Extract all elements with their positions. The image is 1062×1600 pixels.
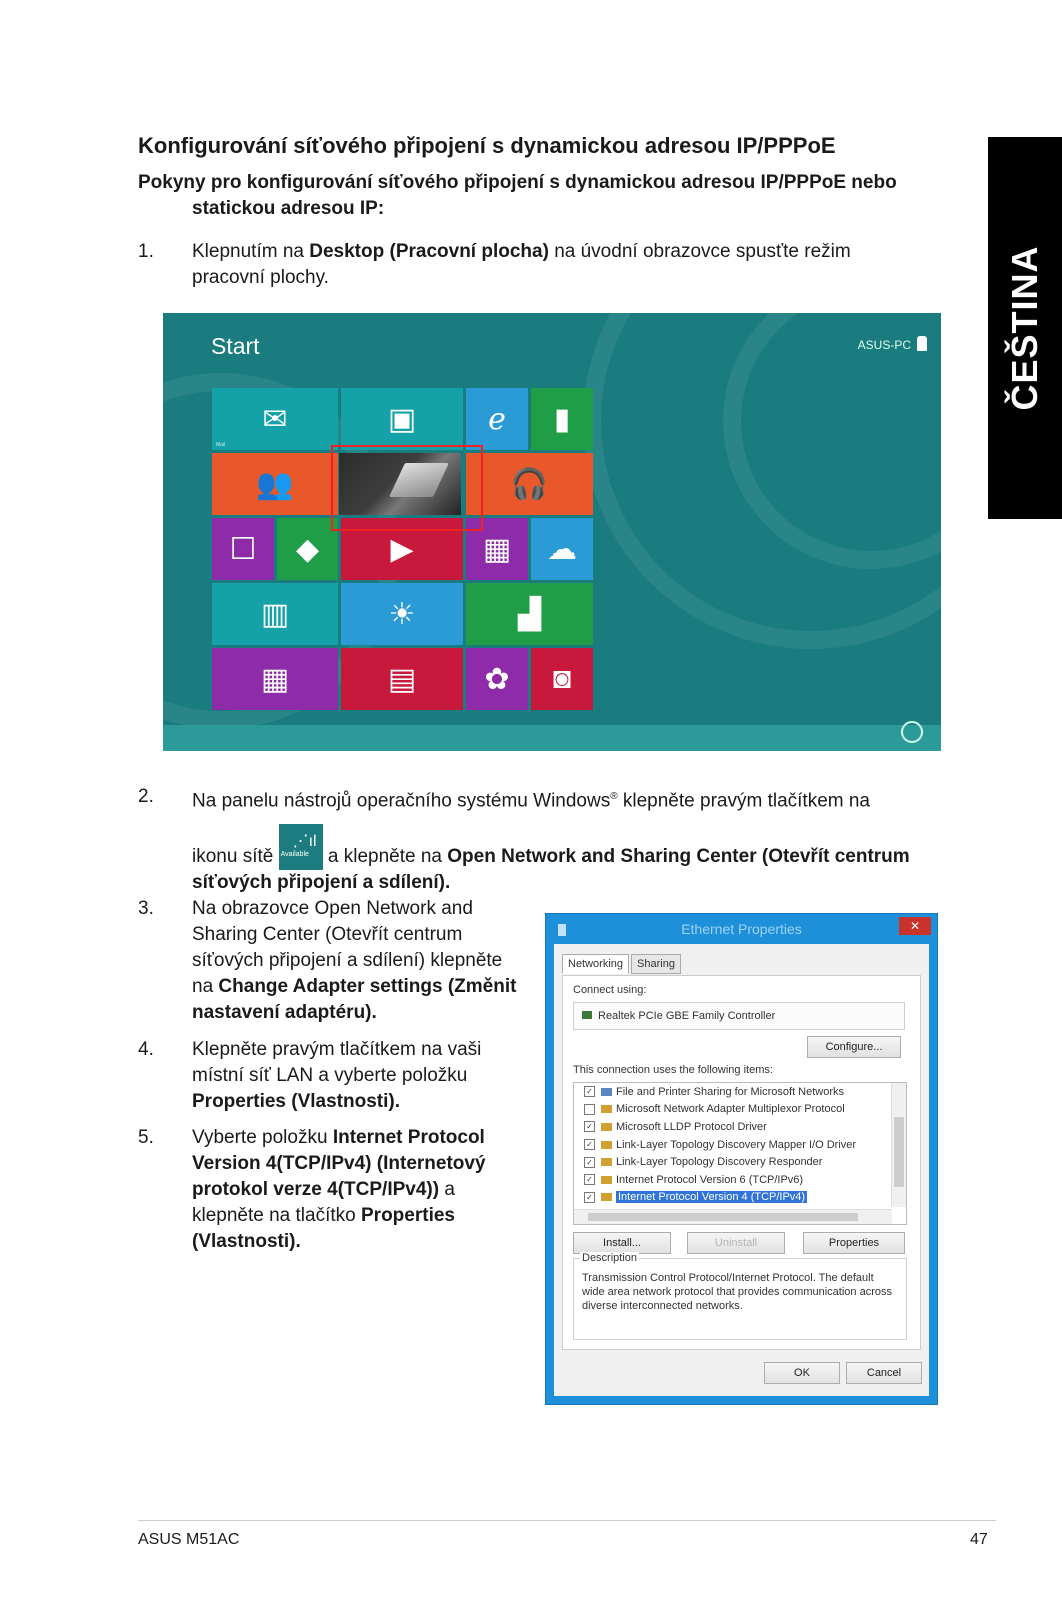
language-tab (988, 137, 1062, 519)
user-avatar-icon (917, 336, 927, 351)
item-icon (601, 1193, 612, 1201)
tile-sports[interactable]: ✿ (466, 648, 528, 710)
checkbox[interactable]: ✓ (584, 1086, 595, 1097)
item-icon (601, 1158, 612, 1166)
horizontal-scrollbar[interactable] (574, 1209, 892, 1224)
tab-networking[interactable]: Networking (562, 954, 629, 974)
step-2-text: Na panelu nástrojů operačního systému Windows® klepněte pravým tlačítkem na (192, 790, 870, 812)
item-icon (601, 1123, 612, 1131)
list-item[interactable]: ✓ File and Printer Sharing for Microsoft Networks (574, 1083, 906, 1101)
start-screen-screenshot (163, 313, 941, 751)
section-subheading: Pokyny pro konfigurování síťového připojení s dynamickou adresou IP/PPPoE nebo statickou adresou IP: (138, 172, 897, 219)
footer-divider (138, 1520, 996, 1521)
dialog-body (554, 944, 929, 1396)
tile-people-card[interactable]: ▣ (341, 388, 463, 450)
tile-internet-explorer[interactable]: e (466, 388, 528, 450)
language-tab-label: ČEŠTINA (1004, 245, 1045, 411)
desktop-tile-highlight (331, 445, 483, 531)
dialog-tabs (562, 954, 683, 974)
description-text: Transmission Control Protocol/Internet Protocol. The default wide area network protocol that provides communication across diverse interconnected networks. (582, 1272, 892, 1312)
configure-button[interactable]: Configure... (807, 1036, 901, 1058)
step-3-number: 3. (138, 898, 154, 919)
tile-finance[interactable]: ▟ (466, 583, 593, 645)
section-heading: Konfigurování síťového připojení s dynamickou adresou IP/PPPoE (138, 133, 836, 158)
step-1-number: 1. (138, 241, 154, 262)
install-button[interactable]: Install... (573, 1232, 671, 1254)
zoom-icon[interactable] (901, 721, 923, 743)
tile-camera[interactable]: ◙ (531, 648, 593, 710)
tile-travel[interactable]: ▥ (212, 583, 338, 645)
start-bottom-band (163, 725, 941, 751)
checkbox[interactable] (584, 1104, 595, 1115)
item-icon (601, 1141, 612, 1149)
start-title: Start (211, 333, 260, 359)
tile-messaging[interactable]: ☐ (212, 518, 274, 580)
item-icon (601, 1088, 612, 1096)
network-icon: ⋰ıl Available (279, 824, 323, 870)
adapter-name: Realtek PCIe GBE Family Controller (598, 1010, 776, 1022)
tile-weather[interactable]: ☀ (341, 583, 463, 645)
description-label: Description (582, 1252, 638, 1264)
list-item-selected[interactable]: ✓ Internet Protocol Version 4 (TCP/IPv4) (574, 1189, 906, 1207)
close-button[interactable]: ✕ (899, 917, 931, 935)
list-item[interactable]: ✓ Microsoft LLDP Protocol Driver (574, 1118, 906, 1136)
item-icon (601, 1105, 612, 1113)
item-icon (601, 1176, 612, 1184)
adapter-icon (582, 1011, 592, 1019)
vertical-scrollbar[interactable] (891, 1083, 906, 1207)
cancel-button[interactable]: Cancel (846, 1362, 922, 1384)
list-item[interactable]: Microsoft Network Adapter Multiplexor Protocol (574, 1101, 906, 1119)
page-number: 47 (970, 1531, 988, 1548)
step-1-text: Klepnutím na Desktop (Pracovní plocha) na úvodní obrazovce spusťte režim pracovní plochy. (192, 241, 851, 288)
adapter-field (573, 1002, 905, 1030)
tab-sharing[interactable]: Sharing (631, 954, 681, 974)
step-4-text: Klepněte pravým tlačítkem na vaši místní síť LAN a vyberte položku Properties (Vlastnosti). (192, 1039, 482, 1112)
footer-product: ASUS M51AC (138, 1531, 240, 1548)
tile-calendar[interactable]: ▦ (212, 648, 338, 710)
properties-button[interactable]: Properties (803, 1232, 905, 1254)
items-label: This connection uses the following items: (573, 1064, 773, 1076)
networking-panel (562, 975, 921, 1350)
tile-music[interactable]: 🎧 (466, 453, 593, 515)
step-3-text: Na obrazovce Open Network and Sharing Center (Otevřít centrum síťových připojení a sdílení) klepněte na Change Adapter settings (Změnit nastavení adaptéru). (192, 898, 517, 1023)
tile-video[interactable]: ▶ (341, 518, 463, 580)
step-4-number: 4. (138, 1039, 154, 1060)
checkbox[interactable]: ✓ (584, 1121, 595, 1132)
list-item[interactable]: ✓ Link-Layer Topology Discovery Responder (574, 1153, 906, 1171)
step-5-number: 5. (138, 1127, 154, 1148)
dialog-title: Ethernet Properties (681, 921, 802, 937)
checkbox[interactable]: ✓ (584, 1139, 595, 1150)
tile-games[interactable]: ◆ (277, 518, 338, 580)
tile-maps[interactable]: ▦ (466, 518, 528, 580)
list-item[interactable]: ✓ Internet Protocol Version 6 (TCP/IPv6) (574, 1171, 906, 1189)
items-list (573, 1082, 907, 1225)
step-5-text: Vyberte položku Internet Protocol Version 4(TCP/IPv4) (Internetový protokol verze 4(TCP/IPv4)) a klepněte na tlačítko Properties (Vlastnosti). (192, 1127, 486, 1252)
ok-button[interactable]: OK (764, 1362, 840, 1384)
description-group (573, 1252, 907, 1340)
tile-people[interactable]: 👥 (212, 453, 338, 515)
step-2-number: 2. (138, 786, 154, 807)
checkbox[interactable]: ✓ (584, 1174, 595, 1185)
step-2-text-cont: ikonu sítě ⋰ıl Available a klepněte na Open Network and Sharing Center (Otevřít centrum síťových připojení a sdílení). (192, 824, 982, 896)
list-item[interactable]: ✓ Link-Layer Topology Discovery Mapper I/O Driver (574, 1136, 906, 1154)
ethernet-properties-dialog (545, 913, 938, 1405)
connect-using-label: Connect using: (573, 984, 647, 996)
tile-news[interactable]: ▤ (341, 648, 463, 710)
tile-mail[interactable]: ✉ Mail (212, 388, 338, 450)
tile-store[interactable]: ▮ (531, 388, 593, 450)
checkbox[interactable]: ✓ (584, 1157, 595, 1168)
uninstall-button[interactable]: Uninstall (687, 1232, 785, 1254)
user-name: ASUS-PC (857, 338, 911, 352)
checkbox[interactable]: ✓ (584, 1192, 595, 1203)
tile-skydrive[interactable]: ☁ (531, 518, 593, 580)
